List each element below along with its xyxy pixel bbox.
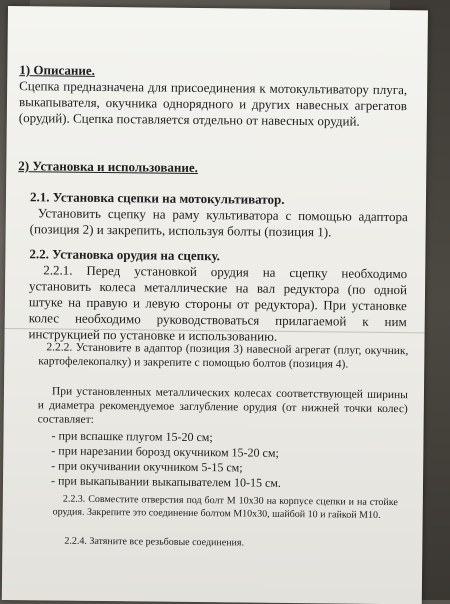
list-item: - при выкапывании выкапывателем 10-15 см. bbox=[50, 473, 282, 490]
para-depth: При установленных металлических колесах соответствующей ширины и диаметра рекомендуемое заглубление орудия (от нижней точки колес) составляет: bbox=[37, 385, 409, 426]
section2-heading: 2) Установка и использование. bbox=[18, 158, 199, 175]
sub2-heading: 2.2. Установка орудия на сцепку. bbox=[29, 246, 221, 264]
para-2-2-4: 2.2.4. Затяните все резьбовые соединения. bbox=[64, 535, 245, 549]
para-2-2-2: 2.2.2. Установите в адаптор (позиция 3) навесной агрегат (плуг, окучник, картофелекопалку) и закрепите с помощью болтов (позиция 4). bbox=[38, 341, 409, 371]
para-2-2-1: 2.2.1. Перед установкой орудия на сцепку необходимо установить колеса металлические на вал редуктора (по одной штуке на правую и левую стороны от редуктора). При установке колес необходимо руководствоваться прилагаемой к ним инструкцией по установке и использованию. bbox=[28, 262, 408, 344]
sub1-heading: 2.1. Установка сцепки на мотокультиватор. bbox=[29, 189, 285, 207]
section1-heading: 1) Описание. bbox=[19, 62, 96, 78]
para-2-2-3: 2.2.3. Совместите отверстия под болт М 10х30 на корпусе сцепки и на стойке орудия. Закрепите это соединение болтом М10х30, шайбой 10 и гайкой М10. bbox=[52, 493, 398, 521]
list-item: - при окучивании окучником 5-15 см; bbox=[51, 458, 243, 475]
sub1-body: Установить сцепку на раму культиватора с помощью адаптора (позиция 2) и закрепить, используя болты (позиция 1). bbox=[29, 205, 408, 240]
depth-list bbox=[51, 428, 392, 492]
list-item: - при нарезании борозд окучником 15-20 см; bbox=[51, 443, 279, 460]
section1-body: Сцепка предназначена для присоединения к мотокультиватору плуга, выкапывателя, окучника однорядного и других навесных агрегатов (орудий). Сцепка поставляется отдельно от навесных орудий. bbox=[18, 78, 408, 129]
list-item: - при вспашке плугом 15-20 см; bbox=[51, 428, 213, 445]
instruction-sheet bbox=[2, 6, 428, 604]
